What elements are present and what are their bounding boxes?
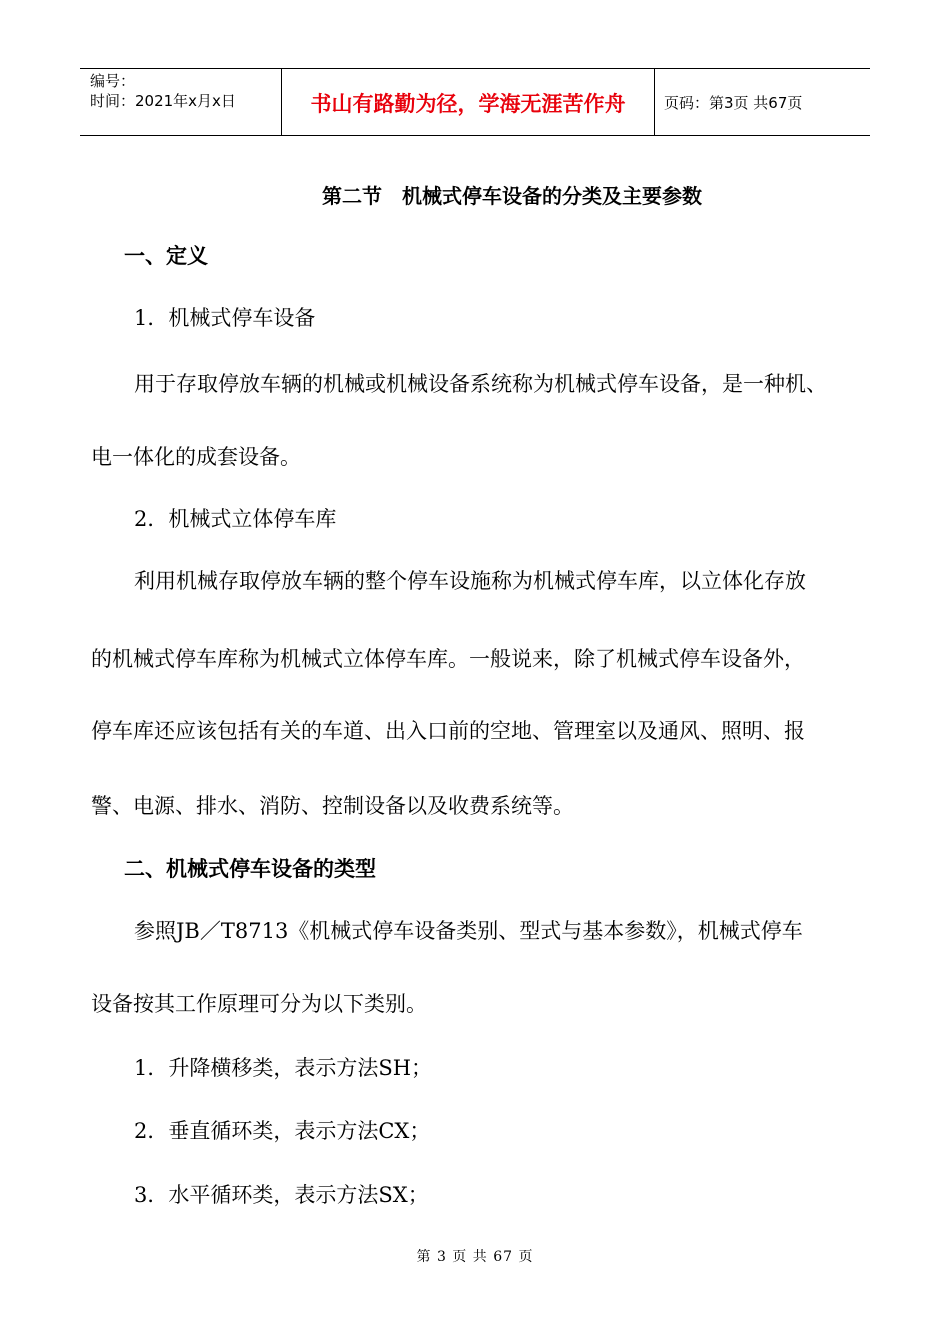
paragraph-line: 用于存取停放车辆的机械或机械设备系统称为机械式停车设备，是一种机、 [134,372,827,396]
paragraph-line: 停车库还应该包括有关的车道、出入口前的空地、管理室以及通风、照明、报 [91,719,805,743]
header-motto: 书山有路勤为径，学海无涯苦作舟 [310,92,626,116]
paragraph-line: 设备按其工作原理可分为以下类别。 [91,992,427,1016]
paragraph-line: 警、电源、排水、消防、控制设备以及收费系统等。 [91,794,574,818]
section-title: 第二节 机械式停车设备的分类及主要参数 [322,184,702,208]
header-divider [654,69,655,135]
paragraph-line: 的机械式停车库称为机械式立体停车库。一般说来，除了机械式停车设备外， [91,647,805,671]
list-item: 3．水平循环类，表示方法SX； [134,1183,429,1207]
header-table [80,68,870,136]
list-item: 2．机械式立体停车库 [134,507,337,531]
list-item: 1．机械式停车设备 [134,306,316,330]
paragraph-line: 参照JB／T8713《机械式停车设备类别、型式与基本参数》，机械式停车 [134,919,803,943]
page-footer: 第 3 页 共 67 页 [416,1249,534,1265]
header-page-info: 页码：第3页 共67页 [664,94,803,112]
header-meta [90,71,236,111]
paragraph-line: 利用机械存取停放车辆的整个停车设施称为机械式停车库，以立体化存放 [134,569,806,593]
paragraph-line: 电一体化的成套设备。 [91,445,301,469]
list-item: 2．垂直循环类，表示方法CX； [134,1119,431,1143]
heading-types: 二、机械式停车设备的类型 [124,856,376,881]
code-label: 编号： [90,72,136,90]
date-label: 时间：2021年x月x日 [90,92,236,110]
list-item: 1．升降横移类，表示方法SH； [134,1056,433,1080]
heading-definition: 一、定义 [124,243,208,268]
